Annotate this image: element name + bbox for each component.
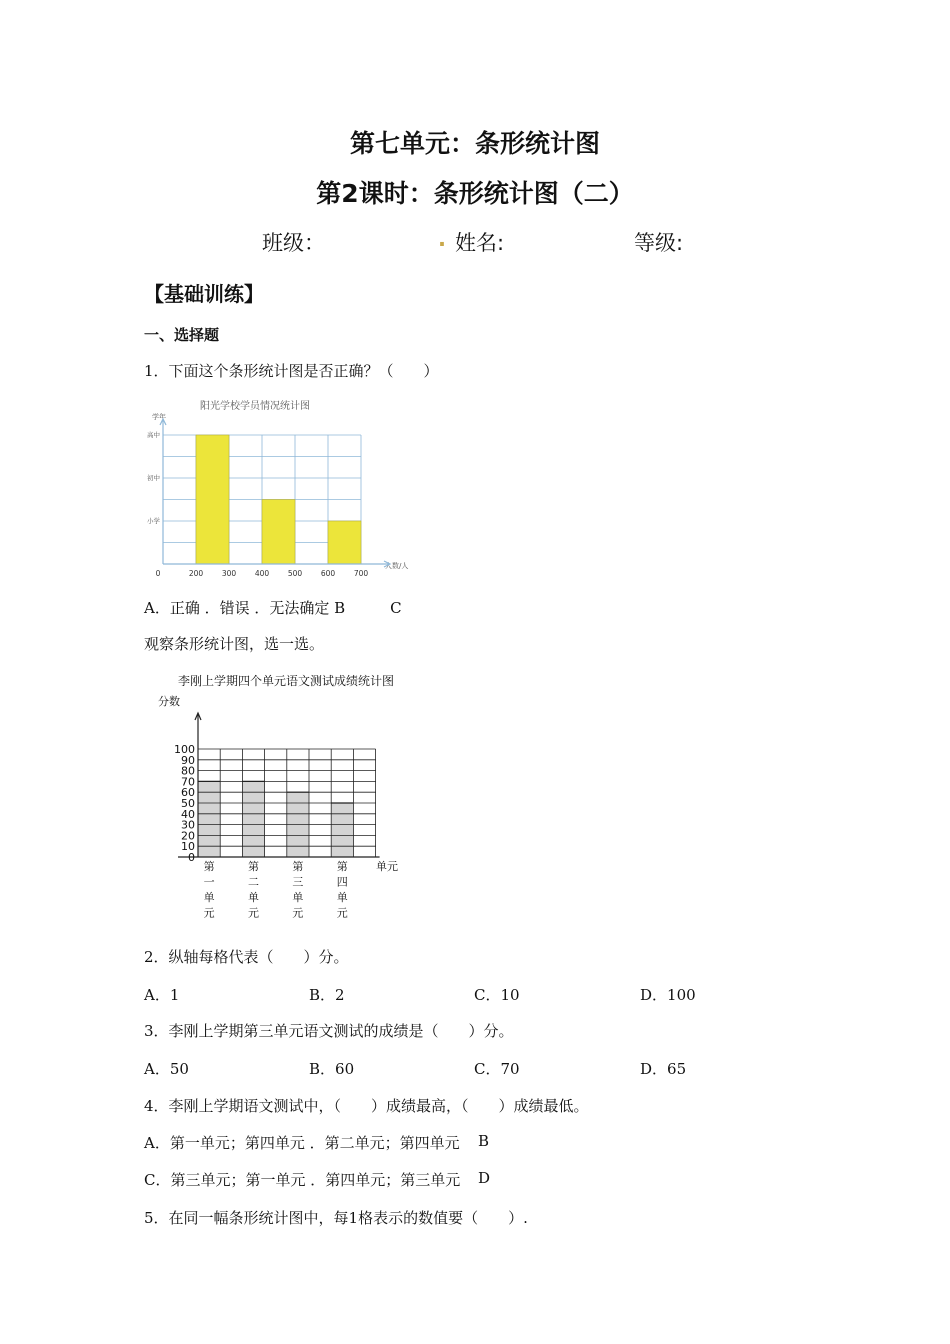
q4-options-cd: C．第三单元；第一单元 ．第四单元；第三单元 [144, 1171, 461, 1189]
chart-1-category: 初中 [147, 474, 160, 482]
chart-1-category: 高中 [147, 431, 160, 439]
question-1: 1．下面这个条形统计图是否正确？（ ） [144, 362, 439, 380]
q3-option-a: A．50 [144, 1060, 189, 1078]
chart-2-y-tick: 30 [181, 818, 195, 832]
chart-1-x-tick: 500 [287, 569, 303, 578]
chart-2-category-char: 第 [203, 860, 215, 873]
chart-1-x-tick: 400 [254, 569, 270, 578]
chart-1-x-tick: 0 [155, 569, 161, 578]
chart-1-bar-2 [262, 500, 295, 565]
q4-option-b-marker: B [478, 1132, 490, 1150]
grade-label: 等级: [634, 231, 684, 255]
chart-2-category-char: 单 [292, 891, 304, 904]
chart-2-xlabel: 单元 [376, 860, 398, 873]
chart-2-y-tick: 100 [174, 743, 195, 756]
chart-1-x-tick: 200 [188, 569, 204, 578]
q4-options-ab: A．第一单元；第四单元 ．第二单元；第四单元 [144, 1134, 460, 1152]
chart-1-x-tick: 300 [221, 569, 237, 578]
q2-option-a: A．1 [144, 986, 180, 1004]
chart-1-title: 阳光学校学员情况统计图 [200, 401, 310, 412]
question-3: 3．李刚上学期第三单元语文测试的成绩是（ ）分。 [144, 1022, 514, 1040]
chart-2-category-char: 单 [248, 891, 259, 904]
chart-2-title: 李刚上学期四个单元语文测试成绩统计图 [178, 674, 395, 688]
chart-2-category-char: 单 [336, 891, 348, 904]
chart-1-x-tick: 600 [320, 569, 336, 578]
lesson-title: 第2课时：条形统计图（二） [316, 179, 634, 208]
chart-2-y-tick: 0 [188, 851, 195, 864]
chart-2-category-char: 四 [336, 875, 348, 889]
question-1-options: A．正确 ．错误 ．无法确定 B C [144, 599, 402, 617]
chart-2-bar-4 [331, 803, 353, 857]
separator-dot: . [438, 227, 446, 251]
chart-1-bar-3 [328, 521, 361, 564]
chart-2-category-char: 元 [203, 906, 215, 920]
name-label: 姓名: [455, 231, 505, 255]
chart-2-y-tick: 80 [181, 764, 195, 778]
q2-option-c: C．10 [474, 986, 520, 1004]
chart-2-category [292, 860, 303, 920]
chart-2-y-tick: 20 [181, 829, 195, 843]
question-4: 4．李刚上学期语文测试中，（ ）成绩最高，（ ）成绩最低。 [144, 1097, 589, 1115]
chart-2-y-tick: 10 [181, 840, 195, 854]
chart-1-category: 小学 [147, 517, 160, 525]
chart-2-category-char: 第 [336, 860, 348, 873]
chart-2-bar-1 [198, 781, 220, 857]
observe-instruction: 观察条形统计图，选一选。 [144, 635, 325, 653]
chart-2-category [337, 860, 348, 920]
q2-option-d: D．100 [640, 986, 696, 1004]
chart-1-ylabel: 学年 [152, 413, 166, 421]
chart-2-category-char: 二 [248, 875, 259, 889]
chart-2-category-char: 元 [248, 906, 259, 920]
q4-option-d-marker: D [478, 1169, 491, 1187]
section-title: 【基础训练】 [144, 282, 264, 306]
chart-2-category-char: 第 [248, 860, 259, 873]
q3-option-d: D．65 [640, 1060, 687, 1078]
chart-2-y-tick: 40 [181, 807, 195, 821]
chart-1 [140, 392, 440, 582]
chart-2-y-tick: 50 [181, 797, 195, 810]
chart-2-category-char: 单 [203, 891, 215, 904]
q2-option-b: B．2 [309, 986, 345, 1004]
q3-option-b: B．60 [309, 1060, 355, 1078]
chart-2-category-char: 第 [292, 860, 304, 873]
chart-2-ylabel: 分数 [158, 695, 180, 708]
chart-2-y-tick: 70 [181, 775, 195, 789]
chart-1-x-tick: 700 [353, 569, 369, 578]
question-2: 2．纵轴每格代表（ ）分。 [144, 948, 349, 966]
class-label: 班级： [262, 231, 325, 255]
chart-1-bar-1 [196, 435, 229, 564]
chart-1-xlabel: 人数/人 [385, 562, 409, 570]
chart-2-category-char: 三 [292, 875, 304, 889]
q3-option-c: C．70 [474, 1060, 520, 1078]
unit-title: 第七单元：条形统计图 [349, 129, 600, 158]
chart-2-category-char: 一 [203, 875, 215, 889]
chart-2-bar-2 [242, 781, 264, 857]
chart-2-y-tick: 90 [181, 753, 195, 767]
chart-2-category [248, 860, 259, 920]
chart-2-category-char: 元 [292, 906, 304, 920]
part-title: 一、选择题 [144, 326, 220, 344]
chart-2-y-tick: 60 [181, 786, 195, 800]
chart-2 [150, 668, 420, 928]
chart-2-category-char: 元 [336, 906, 348, 920]
question-5: 5．在同一幅条形统计图中，每1格表示的数值要（ ）. [144, 1209, 528, 1227]
chart-2-category [204, 860, 215, 920]
